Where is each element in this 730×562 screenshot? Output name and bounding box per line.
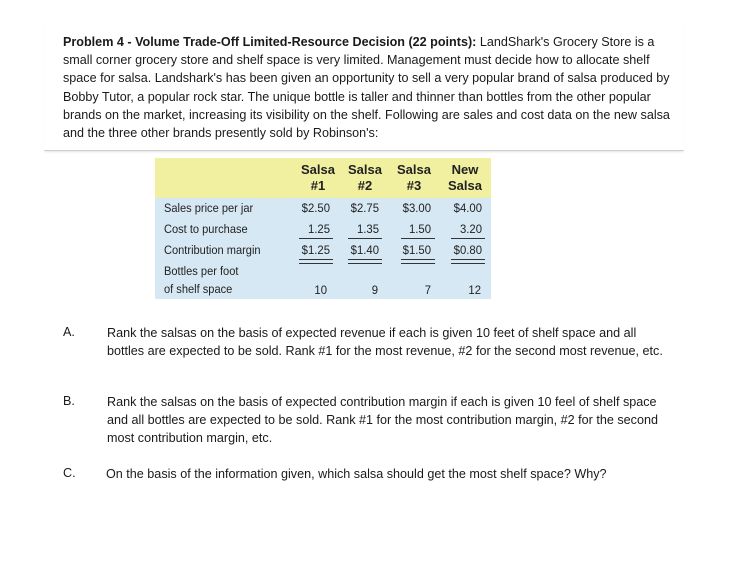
column-header-line: #2 <box>357 178 373 193</box>
question-letter-a: A. <box>63 325 75 339</box>
question-a-text: Rank the salsas on the basis of expected revenue if each is given 10 feet of shelf space and all bottles are expected to be sold. Rank #1 for the most revenue, #2 for the second most revenue, etc. <box>107 326 663 359</box>
sum-underline <box>299 238 333 239</box>
table-cell: 1.35 <box>356 222 379 236</box>
total-double-underline <box>348 259 382 264</box>
column-header-line: #1 <box>310 178 326 193</box>
table-cell: $1.40 <box>350 243 379 257</box>
total-double-underline <box>299 259 333 264</box>
table-cell: $1.50 <box>402 243 431 257</box>
column-header-salsa-2 <box>340 162 390 194</box>
table-cell: $2.75 <box>350 201 379 215</box>
total-double-underline <box>451 259 485 264</box>
column-header-salsa-3 <box>389 162 439 194</box>
table-cell: 9 <box>371 283 378 297</box>
table-cell: $2.50 <box>301 201 330 215</box>
sum-underline <box>401 238 435 239</box>
column-header-line: Salsa <box>301 162 335 177</box>
row-label-sales-price: Sales price per jar <box>164 201 254 215</box>
table-cell: $4.00 <box>453 201 482 215</box>
total-double-underline <box>401 259 435 264</box>
table-cell: 12 <box>468 283 481 297</box>
problem-body: LandShark's Grocery Store is a small corner grocery store and shelf space is very limited. Management must decide how to allocate shelf space for salsa. Landshark's has been given an opportunity to sell a very popular brand of salsa produced by Bobby Tutor, a popular rock star. The unique bottle is taller and thinner than bottles from the other popular brands on the market, increasing its visibility on the shelf. Following are sales and cost data on the new salsa and the three other brands presently sold by Robinson's: <box>63 35 670 141</box>
column-header-line: Salsa <box>448 178 482 193</box>
table-cell: $0.80 <box>453 243 482 257</box>
row-label-shelf-space: of shelf space <box>164 282 233 296</box>
question-letter-b: B. <box>63 394 75 408</box>
question-c-text: On the basis of the information given, which salsa should get the most shelf space? Why? <box>106 467 607 481</box>
sum-underline <box>451 238 485 239</box>
column-header-line: New <box>451 162 479 177</box>
column-header-new-salsa <box>440 162 490 194</box>
table-cell: 1.25 <box>307 222 330 236</box>
question-b-text: Rank the salsas on the basis of expected contribution margin if each is given 10 feel of shelf space and all bottles are expected to be sold. Rank #1 for the most contribution margin, #2 for the second most contribution margin, etc. <box>107 395 658 446</box>
table-cell: $3.00 <box>402 201 431 215</box>
row-label-cost-to-purchase: Cost to purchase <box>164 222 248 236</box>
sum-underline <box>348 238 382 239</box>
column-header-line: Salsa <box>397 162 431 177</box>
column-header-line: Salsa <box>348 162 382 177</box>
row-label-contribution-margin: Contribution margin <box>164 243 261 257</box>
table-cell: 7 <box>424 283 431 297</box>
problem-title: Problem 4 - Volume Trade-Off Limited-Resource Decision (22 points): <box>63 35 477 49</box>
table-cell: 10 <box>314 283 327 297</box>
row-label-bottles-per-foot: Bottles per foot <box>164 264 239 278</box>
question-letter-c: C. <box>63 466 76 480</box>
problem-statement <box>63 33 673 142</box>
column-header-line: #3 <box>406 178 422 193</box>
column-header-salsa-1 <box>293 162 343 194</box>
table-cell: 1.50 <box>408 222 431 236</box>
table-cell: 3.20 <box>459 222 482 236</box>
table-cell: $1.25 <box>301 243 330 257</box>
salsa-data-table <box>155 158 491 299</box>
